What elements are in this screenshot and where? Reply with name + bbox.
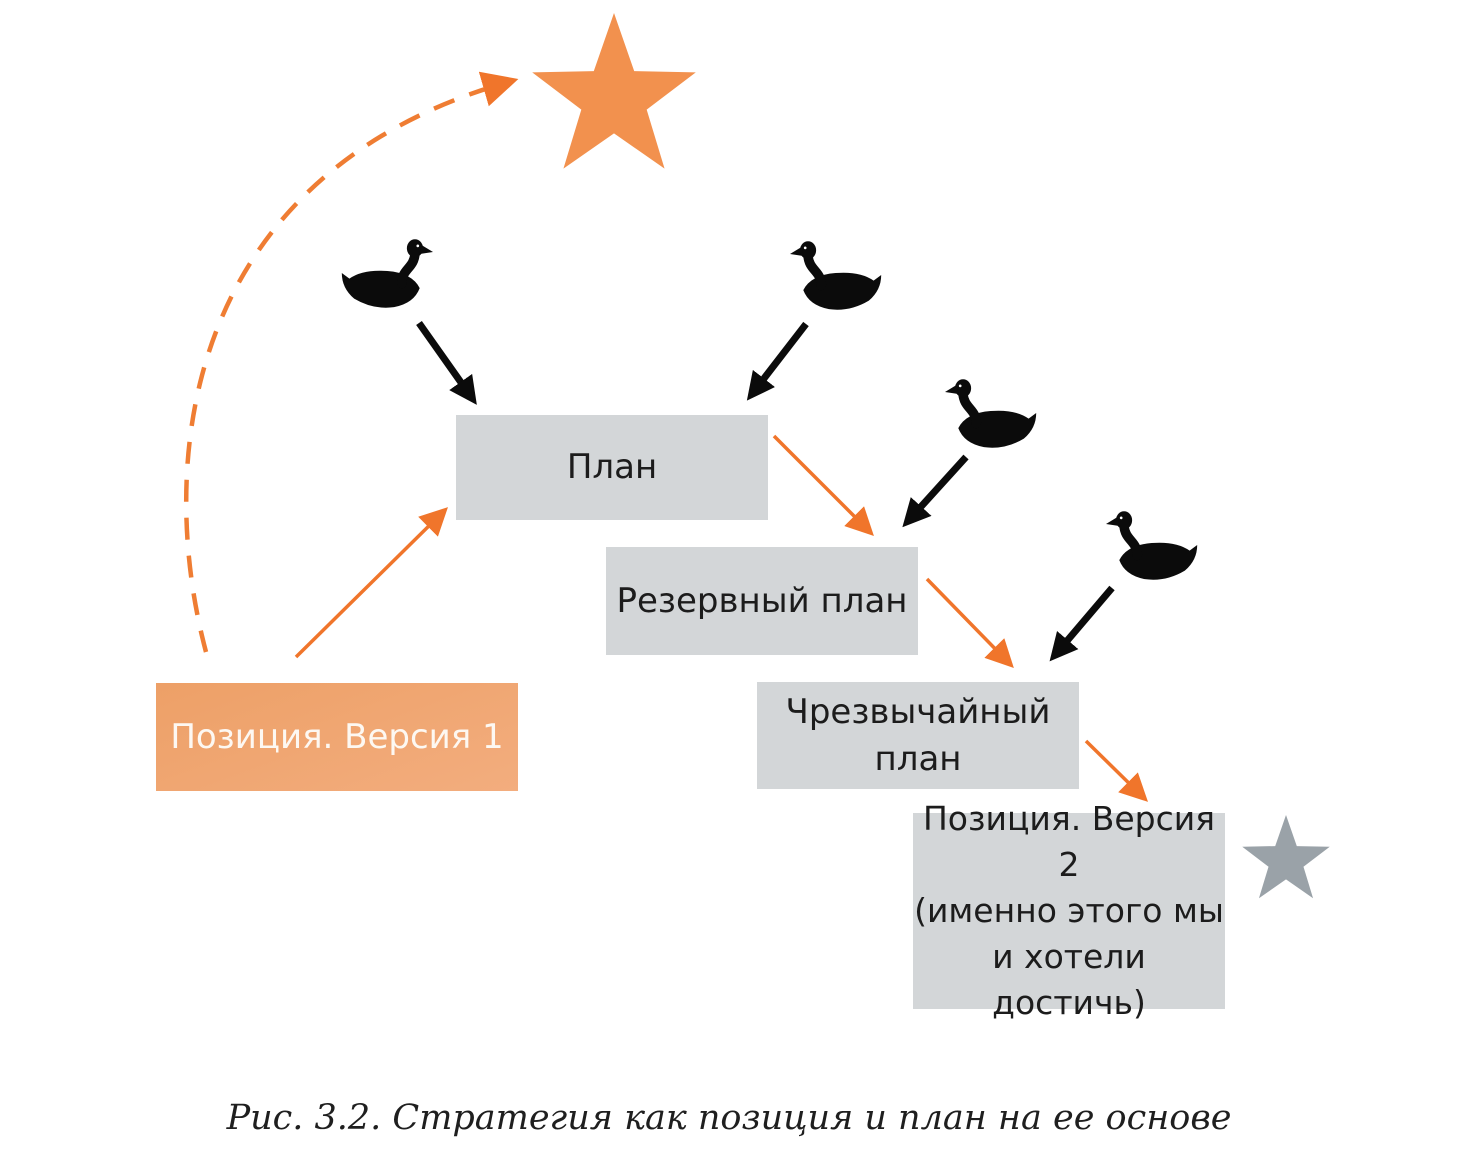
position-v1-box	[156, 683, 518, 791]
swan-arrow	[1055, 588, 1112, 655]
reserve-to-emergency-arrow	[927, 579, 1008, 662]
plan-box	[456, 415, 768, 520]
position-v2-box	[913, 798, 1225, 1023]
black-swan-icon	[1106, 511, 1197, 579]
reserve-plan-label: Резервный план	[616, 580, 908, 621]
plan-to-reserve-arrow	[774, 436, 868, 530]
position-v2-label	[913, 796, 1225, 1027]
black-swan-icon	[342, 239, 433, 307]
swan-arrow	[752, 324, 806, 394]
position-v2-line3: и хотели достичь)	[992, 937, 1146, 1023]
black-swan-icon	[790, 241, 881, 309]
swan-arrow	[908, 457, 966, 521]
orange-star-icon	[532, 13, 696, 169]
position-v2-line1: Позиция. Версия 2	[922, 798, 1216, 884]
swan-arrow	[419, 323, 472, 398]
position-to-plan-arrow	[296, 513, 442, 657]
emergency-to-position2-arrow	[1086, 741, 1142, 796]
figure-caption: Рис. 3.2. Стратегия как позиция и план на ее основе	[226, 1098, 1232, 1138]
emergency-plan-box	[757, 682, 1079, 789]
position-v1-label: Позиция. Версия 1	[170, 716, 504, 757]
black-swan-icon	[945, 379, 1036, 447]
dashed-goal-arrow	[186, 82, 508, 652]
position-v2-line2: (именно этого мы	[914, 890, 1224, 930]
emergency-plan-label: Чрезвычайный план	[785, 691, 1051, 779]
plan-label: План	[566, 447, 658, 488]
gray-star-icon	[1242, 815, 1329, 898]
reserve-plan-box	[606, 547, 918, 655]
